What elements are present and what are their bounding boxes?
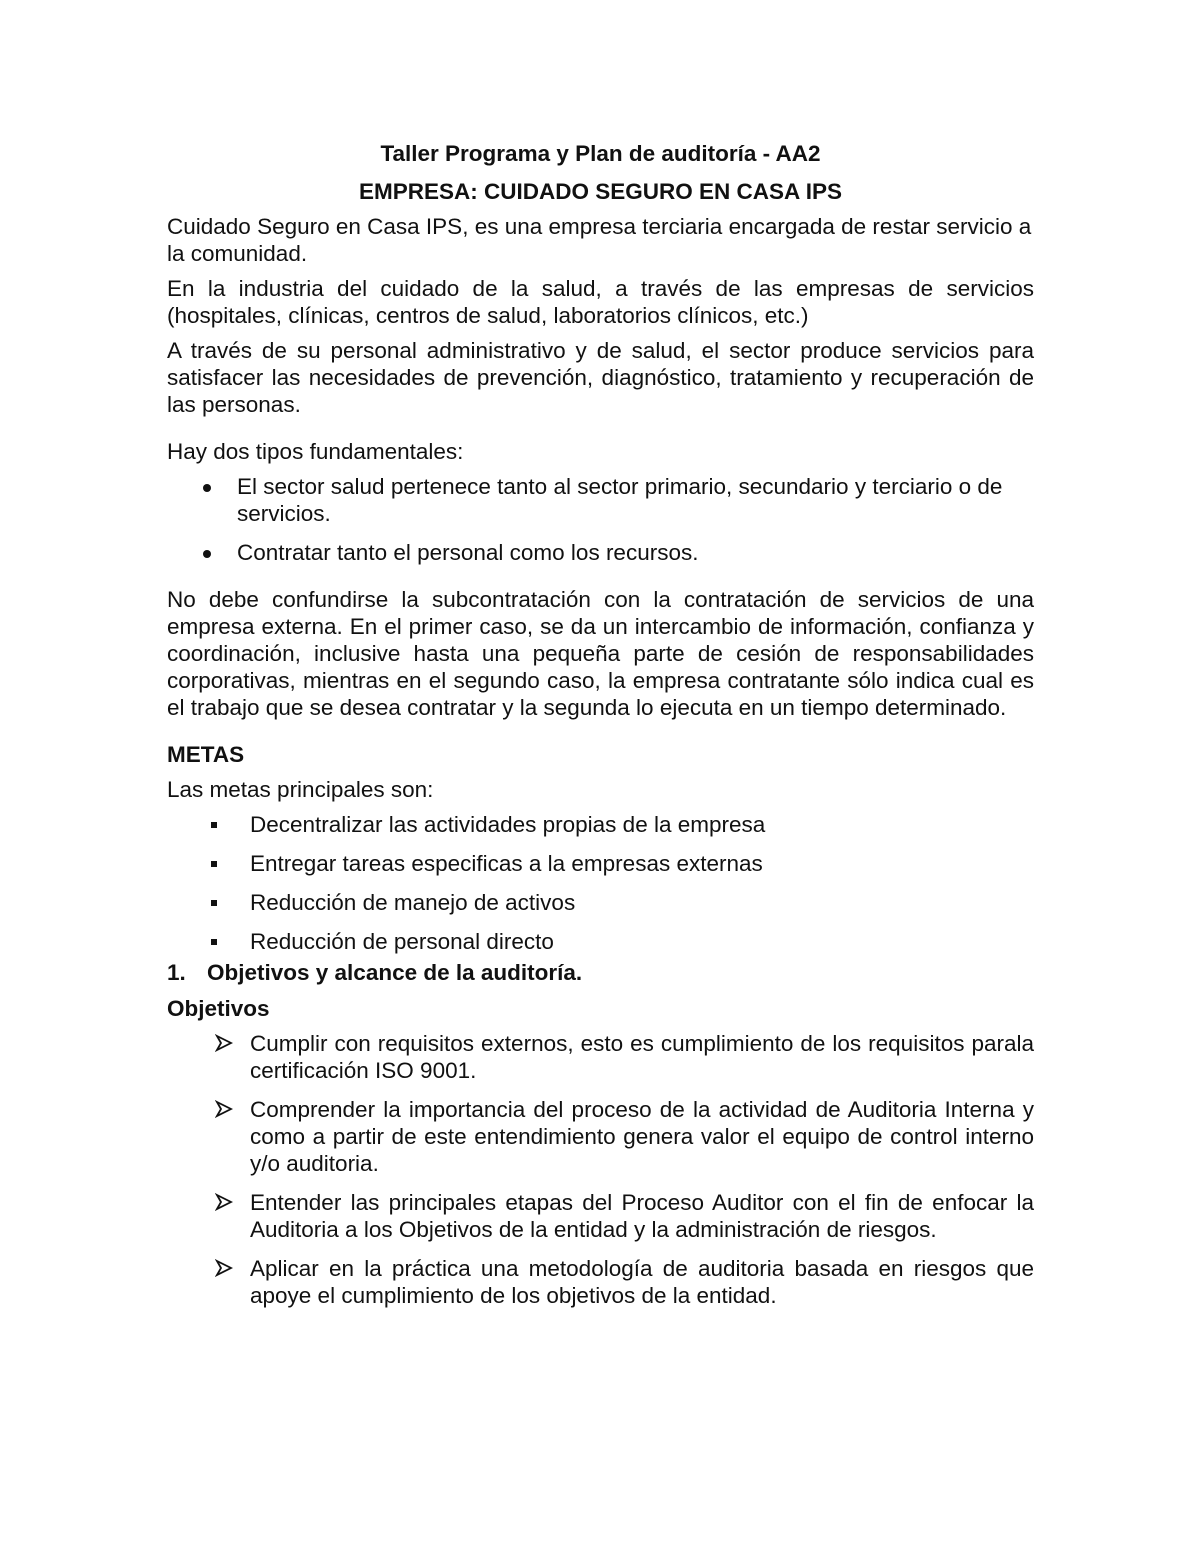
- company-heading: EMPRESA: CUIDADO SEGURO EN CASA IPS: [359, 179, 842, 204]
- arrowhead-bullet-icon: [215, 1034, 233, 1052]
- square-bullet-icon: [211, 939, 217, 945]
- square-bullet-icon: [211, 861, 217, 867]
- list-item: [167, 473, 1034, 527]
- list-item: [167, 850, 1034, 877]
- metas-intro: Las metas principales son:: [167, 777, 434, 802]
- tipos-list: [167, 473, 1034, 566]
- list-item-text: Entender las principales etapas del Proceso Auditor con el fin de enfocar la Auditoria a los Objetivos de la entidad y la administración de riesgos.: [250, 1190, 1034, 1242]
- list-item-text: Contratar tanto el personal como los recursos.: [237, 540, 699, 565]
- objetivos-heading: Objetivos: [167, 996, 270, 1021]
- section-number: 1.: [167, 960, 186, 985]
- section-title: Objetivos y alcance de la auditoría.: [207, 960, 583, 985]
- metas-heading: METAS: [167, 742, 245, 767]
- list-item: [167, 1255, 1034, 1309]
- arrowhead-bullet-icon: [215, 1259, 233, 1277]
- list-item-text: Comprender la importancia del proceso de la actividad de Auditoria Interna y como a partir de este entendimiento genera valor el equipo de control interno y/o auditoria.: [250, 1097, 1034, 1176]
- subcontratacion-paragraph: No debe confundirse la subcontratación con la contratación de servicios de una empresa externa. En el primer caso, se da un intercambio de información, confianza y coordinación, inclusive hasta una pequeña parte de cesión de responsabilidades corporativas, mientras en el segundo caso, la empresa contratante sólo indica cual es el trabajo que se desea contratar y la segunda lo ejecuta en un tiempo determinado.: [167, 587, 1034, 720]
- bullet-icon: [203, 550, 211, 558]
- tipos-heading: Hay dos tipos fundamentales:: [167, 439, 464, 464]
- intro-paragraph: Cuidado Seguro en Casa IPS, es una empresa terciaria encargada de restar servicio a la comunidad.: [167, 214, 1032, 266]
- bullet-icon: [203, 484, 211, 492]
- objetivos-list: [167, 1030, 1034, 1309]
- list-item-text: Cumplir con requisitos externos, esto es cumplimiento de los requisitos parala certificación ISO 9001.: [250, 1031, 1034, 1083]
- list-item-text: Aplicar en la práctica una metodología de auditoria basada en riesgos que apoye el cumplimiento de los objetivos de la entidad.: [250, 1256, 1034, 1308]
- list-item: [167, 1030, 1034, 1084]
- list-item-text: Decentralizar las actividades propias de la empresa: [250, 812, 766, 837]
- list-item-text: El sector salud pertenece tanto al sector primario, secundario y terciario o de servicios.: [237, 474, 1003, 526]
- list-item-text: Reducción de manejo de activos: [250, 890, 576, 915]
- list-item: [167, 811, 1034, 838]
- arrowhead-bullet-icon: [215, 1100, 233, 1118]
- square-bullet-icon: [211, 900, 217, 906]
- list-item-text: Reducción de personal directo: [250, 929, 554, 954]
- metas-list: [167, 811, 1034, 955]
- document-page: [167, 140, 1034, 1321]
- document-title: Taller Programa y Plan de auditoría - AA2: [380, 141, 821, 166]
- list-item: [167, 1096, 1034, 1177]
- section-heading: [167, 959, 1034, 986]
- square-bullet-icon: [211, 822, 217, 828]
- list-item: [167, 539, 1034, 566]
- list-item: [167, 1189, 1034, 1243]
- list-item: [167, 928, 1034, 955]
- arrowhead-bullet-icon: [215, 1193, 233, 1211]
- list-item-text: Entregar tareas especificas a la empresas externas: [250, 851, 763, 876]
- intro-paragraph: A través de su personal administrativo y de salud, el sector produce servicios para satisfacer las necesidades de prevención, diagnóstico, tratamiento y recuperación de las personas.: [167, 338, 1034, 417]
- list-item: [167, 889, 1034, 916]
- intro-paragraph: En la industria del cuidado de la salud, a través de las empresas de servicios (hospitales, clínicas, centros de salud, laboratorios clínicos, etc.): [167, 276, 1034, 328]
